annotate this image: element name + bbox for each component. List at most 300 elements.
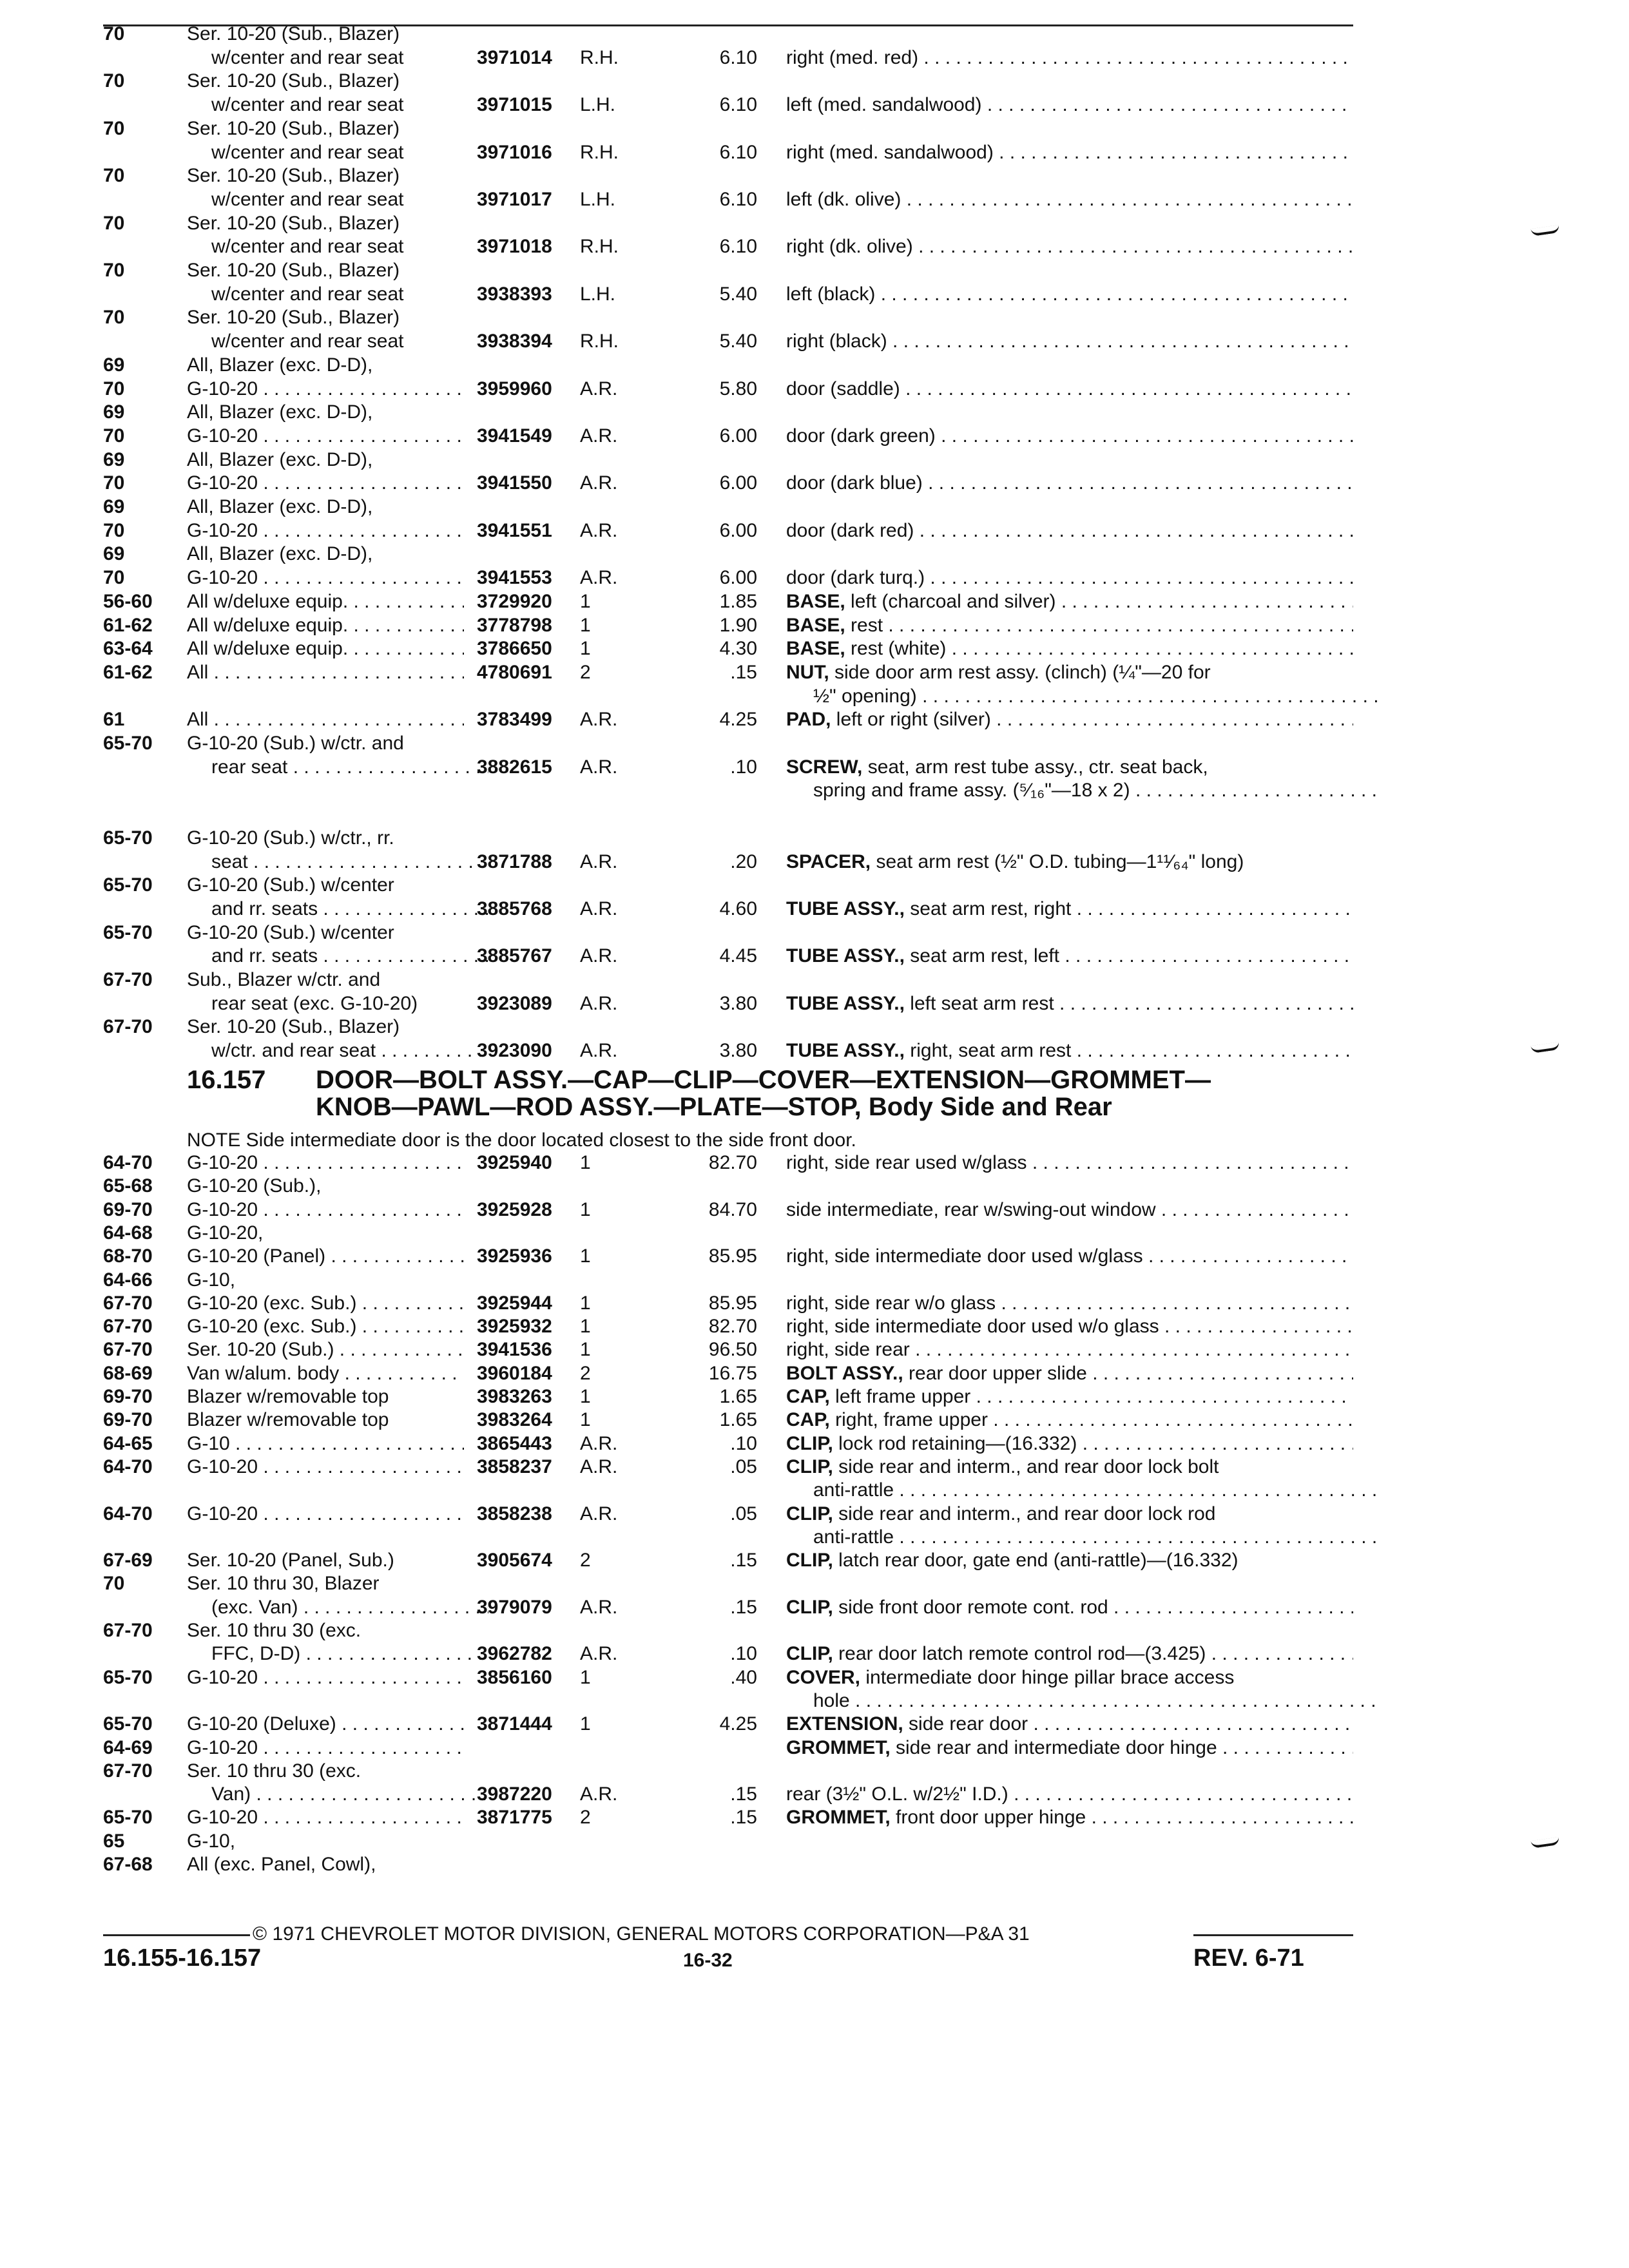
table-row xyxy=(0,944,1629,968)
price: 16.75 xyxy=(708,1362,757,1384)
price: .15 xyxy=(730,1550,757,1571)
quantity: 2 xyxy=(580,661,591,683)
table-row xyxy=(0,235,1629,258)
table-row xyxy=(0,211,1629,235)
quantity: A.R. xyxy=(580,756,618,778)
model-year: 64-70 xyxy=(103,1152,153,1173)
section-note: NOTE Side intermediate door is the door located closest to the side front door. xyxy=(187,1129,856,1151)
part-number: 3962782 xyxy=(477,1643,552,1665)
table-row xyxy=(0,897,1629,921)
model-year: 69 xyxy=(103,496,125,517)
quantity: 2 xyxy=(580,1550,591,1571)
table-row xyxy=(0,1174,1629,1198)
table-row xyxy=(0,305,1629,329)
price: 6.10 xyxy=(719,46,757,68)
model-cell: G-10-20 (Deluxe) . . . xyxy=(187,1712,464,1736)
table-row xyxy=(0,542,1629,566)
description xyxy=(786,1039,1353,1062)
table-row xyxy=(0,1666,1629,1689)
model-year: 61-62 xyxy=(103,614,153,636)
section-title-line1: DOOR—BOLT ASSY.—CAP—CLIP—COVER—EXTENSION—GROMMET— xyxy=(316,1066,1211,1094)
model-cell: All w/deluxe equip. . . . xyxy=(187,590,464,613)
table-row xyxy=(0,1039,1629,1062)
part-number: 3871444 xyxy=(477,1713,552,1735)
description-text: anti-rattle xyxy=(813,1479,894,1501)
model-year: 65 xyxy=(103,1830,125,1852)
model-cell: Sub., Blazer w/ctr. and xyxy=(187,969,381,990)
part-number: 3905674 xyxy=(477,1550,552,1571)
description-text: seat, arm rest tube assy., ctr. seat back, xyxy=(867,756,1208,778)
model-cell: w/center and rear seat xyxy=(211,94,404,116)
model-year: 68-69 xyxy=(103,1362,153,1384)
quantity: 1 xyxy=(580,1152,591,1173)
table-row xyxy=(0,1408,1629,1432)
table-row xyxy=(0,519,1629,543)
quantity: 2 xyxy=(580,1362,591,1384)
part-number: 3971017 xyxy=(477,188,552,210)
table-row xyxy=(0,1852,1629,1876)
footer-revision: REV. 6-71 xyxy=(1193,1945,1304,1972)
description xyxy=(786,93,1353,117)
description-text: ½" opening) xyxy=(813,685,917,707)
part-number: 3925944 xyxy=(477,1292,552,1314)
quantity: 1 xyxy=(580,1409,591,1431)
quantity: A.R. xyxy=(580,1503,618,1524)
quantity: L.H. xyxy=(580,283,616,305)
model-year: 70 xyxy=(103,165,125,187)
model-cell: Ser. 10-20 (Sub., Blazer) xyxy=(187,23,400,44)
model-cell: All . . . xyxy=(187,707,464,731)
price: .20 xyxy=(730,850,757,872)
model-year: 70 xyxy=(103,567,125,589)
model-cell: Ser. 10-20 (Sub., Blazer) xyxy=(187,1016,400,1038)
description xyxy=(786,1642,1353,1666)
model-cell: w/center and rear seat xyxy=(211,283,404,305)
price: .15 xyxy=(730,1596,757,1618)
part-number: 3971014 xyxy=(477,46,552,68)
model-cell: w/center and rear seat xyxy=(211,188,404,210)
table-row xyxy=(0,637,1629,660)
description-text: right (black) xyxy=(786,331,887,352)
table-row xyxy=(0,968,1629,992)
description xyxy=(813,1478,1380,1502)
quantity: R.H. xyxy=(580,141,619,163)
quantity: A.R. xyxy=(580,567,618,589)
quantity: R.H. xyxy=(580,236,619,258)
model-year: 64-69 xyxy=(103,1736,153,1758)
item-name: CLIP, xyxy=(786,1550,833,1571)
description-text: right, frame upper xyxy=(835,1409,988,1431)
quantity: A.R. xyxy=(580,519,618,541)
table-row xyxy=(0,1782,1629,1806)
item-name: PAD, xyxy=(786,709,831,731)
description-text: rest (white) xyxy=(851,638,947,660)
item-name: TUBE ASSY., xyxy=(786,992,905,1014)
table-row xyxy=(0,93,1629,117)
part-number: 3979079 xyxy=(477,1596,552,1618)
description xyxy=(786,1338,1353,1361)
model-year: 67-70 xyxy=(103,1316,153,1338)
quantity: 1 xyxy=(580,1198,591,1220)
part-number: 3941551 xyxy=(477,519,552,541)
table-row xyxy=(0,1478,1629,1502)
part-number: 3729920 xyxy=(477,590,552,612)
description xyxy=(786,1385,1353,1408)
model-year: 65-70 xyxy=(103,1807,153,1829)
model-year: 70 xyxy=(103,117,125,139)
model-year: 56-60 xyxy=(103,590,153,612)
table-row xyxy=(0,921,1629,945)
part-number: 3941536 xyxy=(477,1339,552,1361)
model-year: 65-70 xyxy=(103,1713,153,1735)
quantity: 1 xyxy=(580,1666,591,1688)
item-name: TUBE ASSY., xyxy=(786,1040,905,1062)
description xyxy=(786,1198,1353,1222)
price: 4.30 xyxy=(719,638,757,660)
table-row xyxy=(0,1221,1629,1245)
part-number: 3925936 xyxy=(477,1245,552,1267)
section-title-line2: KNOB—PAWL—ROD ASSY.—PLATE—STOP, Body Side and Rear xyxy=(316,1093,1112,1121)
price: 6.00 xyxy=(719,519,757,541)
part-number: 3938393 xyxy=(477,283,552,305)
model-year: 64-68 xyxy=(103,1222,153,1244)
description xyxy=(786,1782,1353,1806)
price: 82.70 xyxy=(708,1152,757,1173)
model-cell: Ser. 10-20 (Sub., Blazer) xyxy=(187,70,400,92)
table-row xyxy=(0,1689,1629,1713)
description xyxy=(786,235,1353,258)
quantity: A.R. xyxy=(580,1040,618,1062)
table-row xyxy=(0,1805,1629,1829)
item-name: EXTENSION, xyxy=(786,1713,903,1735)
model-year: 69 xyxy=(103,354,125,376)
item-name: SCREW, xyxy=(786,756,863,778)
model-cell: G-10-20 . . . xyxy=(187,1198,464,1222)
model-cell: w/center and rear seat xyxy=(211,46,404,68)
model-cell: Blazer w/removable top xyxy=(187,1386,389,1407)
quantity: R.H. xyxy=(580,46,619,68)
model-year: 65-68 xyxy=(103,1175,153,1197)
section-heading xyxy=(187,1066,1379,1120)
model-cell: G-10-20 (exc. Sub.) . . . xyxy=(187,1291,464,1315)
model-cell: w/center and rear seat xyxy=(211,331,404,352)
model-year: 67-69 xyxy=(103,1550,153,1571)
part-number: 3856160 xyxy=(477,1666,552,1688)
price: 85.95 xyxy=(708,1245,757,1267)
price: 6.10 xyxy=(719,236,757,258)
model-year: 67-70 xyxy=(103,969,153,990)
description xyxy=(786,566,1353,590)
part-number: 3925928 xyxy=(477,1198,552,1220)
quantity: 1 xyxy=(580,1245,591,1267)
table-row xyxy=(0,1361,1629,1385)
model-year: 69-70 xyxy=(103,1409,153,1431)
model-cell: FFC, D-D) . . . xyxy=(211,1642,488,1666)
part-number: 3858238 xyxy=(477,1503,552,1524)
part-number: 3858237 xyxy=(477,1456,552,1477)
table-row xyxy=(0,1736,1629,1760)
description-text: right, side rear used w/glass xyxy=(786,1152,1027,1173)
quantity: 2 xyxy=(580,1807,591,1829)
model-year: 65-70 xyxy=(103,1666,153,1688)
description-text: side intermediate, rear w/swing-out window xyxy=(786,1198,1156,1220)
table-row xyxy=(0,660,1629,684)
table-row xyxy=(0,1198,1629,1222)
description xyxy=(786,660,1353,684)
footer-copyright: © 1971 CHEVROLET MOTOR DIVISION, GENERAL MOTORS CORPORATION—P&A 31 xyxy=(253,1923,1030,1945)
description-text: latch rear door, gate end (anti-rattle)—(16.332) xyxy=(838,1550,1239,1571)
item-name: NUT, xyxy=(786,661,829,683)
item-name: CLIP, xyxy=(786,1643,833,1665)
model-year: 65-70 xyxy=(103,733,153,754)
part-number: 3925932 xyxy=(477,1316,552,1338)
part-number: 3941549 xyxy=(477,425,552,447)
price: 84.70 xyxy=(708,1198,757,1220)
quantity: A.R. xyxy=(580,1643,618,1665)
footer-rule-left xyxy=(103,1934,250,1936)
table-row xyxy=(0,329,1629,353)
item-name: TUBE ASSY., xyxy=(786,898,905,919)
part-number: 4780691 xyxy=(477,661,552,683)
description-text: rear (3½" O.L. w/2½" I.D.) xyxy=(786,1783,1008,1805)
model-cell: G-10-20 (Panel) . . . xyxy=(187,1244,464,1268)
description-text: left seat arm rest xyxy=(910,992,1054,1014)
model-cell: G-10-20 (exc. Sub.) . . . xyxy=(187,1314,464,1338)
part-number: 3871788 xyxy=(477,850,552,872)
table-row xyxy=(0,1455,1629,1479)
part-number: 3882615 xyxy=(477,756,552,778)
model-cell: Ser. 10 thru 30, Blazer xyxy=(187,1573,380,1595)
footer-section-range: 16.155-16.157 xyxy=(103,1945,262,1972)
model-cell: All (exc. Panel, Cowl), xyxy=(187,1854,376,1875)
part-number: 3960184 xyxy=(477,1362,552,1384)
description-text: seat arm rest (½" O.D. tubing—1¹¹⁄₆₄" long) xyxy=(876,850,1244,872)
part-number: 3983264 xyxy=(477,1409,552,1431)
table-row xyxy=(0,1314,1629,1338)
table-row xyxy=(0,1244,1629,1268)
price: 5.40 xyxy=(719,331,757,352)
part-number: 3783499 xyxy=(477,709,552,731)
description-text: lock rod retaining—(16.332) xyxy=(838,1432,1077,1454)
price: 3.80 xyxy=(719,992,757,1014)
quantity: L.H. xyxy=(580,94,616,116)
model-cell: Ser. 10-20 (Sub., Blazer) xyxy=(187,212,400,234)
model-cell: All, Blazer (exc. D-D), xyxy=(187,496,373,517)
part-number: 3987220 xyxy=(477,1783,552,1805)
model-cell: G-10-20 . . . xyxy=(187,377,464,401)
part-number: 3923090 xyxy=(477,1040,552,1062)
model-year: 61-62 xyxy=(103,661,153,683)
model-cell: All w/deluxe equip. . . . xyxy=(187,613,464,637)
description-text: rest xyxy=(851,614,883,636)
footer-rule-right xyxy=(1193,1934,1353,1936)
description xyxy=(813,1689,1380,1713)
table-row xyxy=(0,1268,1629,1292)
quantity: A.R. xyxy=(580,378,618,399)
table-row xyxy=(0,187,1629,211)
table-row xyxy=(0,1712,1629,1736)
part-number: 3941550 xyxy=(477,472,552,494)
table-row xyxy=(0,1642,1629,1666)
model-year: 64-70 xyxy=(103,1456,153,1477)
description xyxy=(786,1712,1353,1736)
quantity: 1 xyxy=(580,638,591,660)
description-text: right, seat arm rest xyxy=(910,1040,1072,1062)
description-text: right (med. red) xyxy=(786,46,919,68)
item-name: CLIP, xyxy=(786,1596,833,1618)
price: 4.25 xyxy=(719,709,757,731)
model-year: 70 xyxy=(103,519,125,541)
price: 5.80 xyxy=(719,378,757,399)
table-row xyxy=(0,707,1629,731)
table-row xyxy=(0,1502,1629,1526)
model-cell: Van w/alum. body . . . xyxy=(187,1361,464,1385)
model-cell: G-10 . . . xyxy=(187,1432,464,1456)
model-year: 67-70 xyxy=(103,1339,153,1361)
price: .05 xyxy=(730,1503,757,1524)
model-cell: All, Blazer (exc. D-D), xyxy=(187,354,373,376)
description xyxy=(786,613,1353,637)
table-row xyxy=(0,778,1629,802)
description-text: spring and frame assy. (⁵⁄₁₆"—18 x 2) xyxy=(813,780,1130,802)
price: .40 xyxy=(730,1666,757,1688)
model-year: 63-64 xyxy=(103,638,153,660)
price: 1.90 xyxy=(719,614,757,636)
model-year: 69 xyxy=(103,401,125,423)
description xyxy=(786,1666,1353,1689)
model-cell: G-10-20, xyxy=(187,1222,264,1244)
model-cell: rear seat . . . xyxy=(211,755,488,779)
price: 85.95 xyxy=(708,1292,757,1314)
table-row xyxy=(0,1571,1629,1595)
quantity: L.H. xyxy=(580,188,616,210)
model-year: 65-70 xyxy=(103,827,153,849)
model-cell: G-10-20 . . . xyxy=(187,424,464,448)
item-name: CLIP, xyxy=(786,1432,833,1454)
description xyxy=(786,1548,1353,1572)
quantity: A.R. xyxy=(580,1596,618,1618)
model-cell: All . . . xyxy=(187,660,464,684)
price: .15 xyxy=(730,1807,757,1829)
description-text: side rear door xyxy=(909,1713,1028,1735)
table-row xyxy=(0,566,1629,590)
quantity: R.H. xyxy=(580,331,619,352)
part-number: 3971018 xyxy=(477,236,552,258)
part-number: 3871775 xyxy=(477,1807,552,1829)
model-cell: seat . . . xyxy=(211,850,488,874)
item-name: CAP, xyxy=(786,1386,830,1407)
model-cell: Ser. 10-20 (Sub., Blazer) xyxy=(187,307,400,329)
description xyxy=(786,424,1353,448)
part-number: 3865443 xyxy=(477,1432,552,1454)
description xyxy=(786,282,1353,306)
description xyxy=(786,1805,1353,1829)
item-name: BASE, xyxy=(786,590,845,612)
quantity: 1 xyxy=(580,590,591,612)
model-year: 67-70 xyxy=(103,1760,153,1782)
price: .05 xyxy=(730,1456,757,1477)
table-row xyxy=(0,377,1629,401)
model-year: 70 xyxy=(103,23,125,44)
description-text: side front door remote cont. rod xyxy=(838,1596,1108,1618)
model-year: 70 xyxy=(103,70,125,92)
table-row xyxy=(0,1291,1629,1315)
table-row xyxy=(0,282,1629,306)
description xyxy=(786,637,1353,660)
description xyxy=(786,1502,1353,1526)
price: 4.25 xyxy=(719,1713,757,1735)
description xyxy=(786,46,1353,70)
footer-page-number: 16-32 xyxy=(683,1950,733,1971)
model-year: 70 xyxy=(103,212,125,234)
quantity: 1 xyxy=(580,614,591,636)
price: 1.65 xyxy=(719,1386,757,1407)
table-row xyxy=(0,69,1629,93)
description xyxy=(786,1595,1353,1619)
price: 1.65 xyxy=(719,1409,757,1431)
price: 3.80 xyxy=(719,1040,757,1062)
model-year: 69 xyxy=(103,448,125,470)
description xyxy=(786,377,1353,401)
table-row xyxy=(0,1151,1629,1175)
price: 6.00 xyxy=(719,567,757,589)
model-cell: G-10-20 . . . xyxy=(187,519,464,543)
item-name: CLIP, xyxy=(786,1503,833,1524)
part-number: 3786650 xyxy=(477,638,552,660)
model-cell: rear seat (exc. G-10-20) xyxy=(211,992,418,1014)
description-text: left (charcoal and silver) xyxy=(851,590,1056,612)
description-text: seat arm rest, left xyxy=(910,945,1060,967)
description xyxy=(786,1408,1353,1432)
table-row xyxy=(0,1015,1629,1039)
price: 4.60 xyxy=(719,898,757,919)
model-year: 67-70 xyxy=(103,1620,153,1641)
model-year: 64-70 xyxy=(103,1503,153,1524)
table-row xyxy=(0,826,1629,850)
model-cell: w/ctr. and rear seat . . . xyxy=(211,1039,488,1062)
price: .10 xyxy=(730,1643,757,1665)
model-year: 70 xyxy=(103,472,125,494)
description-text: rear door latch remote control rod—(3.425) xyxy=(838,1643,1206,1665)
model-cell: Ser. 10 thru 30 (exc. xyxy=(187,1620,361,1641)
description xyxy=(786,140,1353,164)
table-row xyxy=(0,873,1629,897)
item-name: BASE, xyxy=(786,638,845,660)
description xyxy=(786,897,1353,921)
part-number: 3971015 xyxy=(477,94,552,116)
model-year: 70 xyxy=(103,307,125,329)
description-text: left (dk. olive) xyxy=(786,188,901,210)
description-text: intermediate door hinge pillar brace access xyxy=(865,1666,1235,1688)
table-row xyxy=(0,1525,1629,1549)
model-cell: G-10-20 (Sub.), xyxy=(187,1175,322,1197)
model-year: 70 xyxy=(103,1573,125,1595)
model-cell: G-10-20 . . . xyxy=(187,471,464,495)
quantity: A.R. xyxy=(580,1432,618,1454)
model-year: 61 xyxy=(103,709,125,731)
quantity: A.R. xyxy=(580,425,618,447)
description-text: side rear and interm., and rear door lock rod xyxy=(838,1503,1216,1524)
model-cell: G-10-20 . . . xyxy=(187,1666,464,1689)
model-year: 69-70 xyxy=(103,1386,153,1407)
description-text: door (dark turq.) xyxy=(786,567,925,589)
description-text: right, side rear w/o glass xyxy=(786,1292,996,1314)
part-number: 3778798 xyxy=(477,614,552,636)
description-text: right, side intermediate door used w/o glass xyxy=(786,1316,1159,1338)
description-text: side rear and interm., and rear door lock bolt xyxy=(838,1456,1219,1477)
description-text: left (black) xyxy=(786,283,876,305)
description-text: door (dark green) xyxy=(786,425,936,447)
